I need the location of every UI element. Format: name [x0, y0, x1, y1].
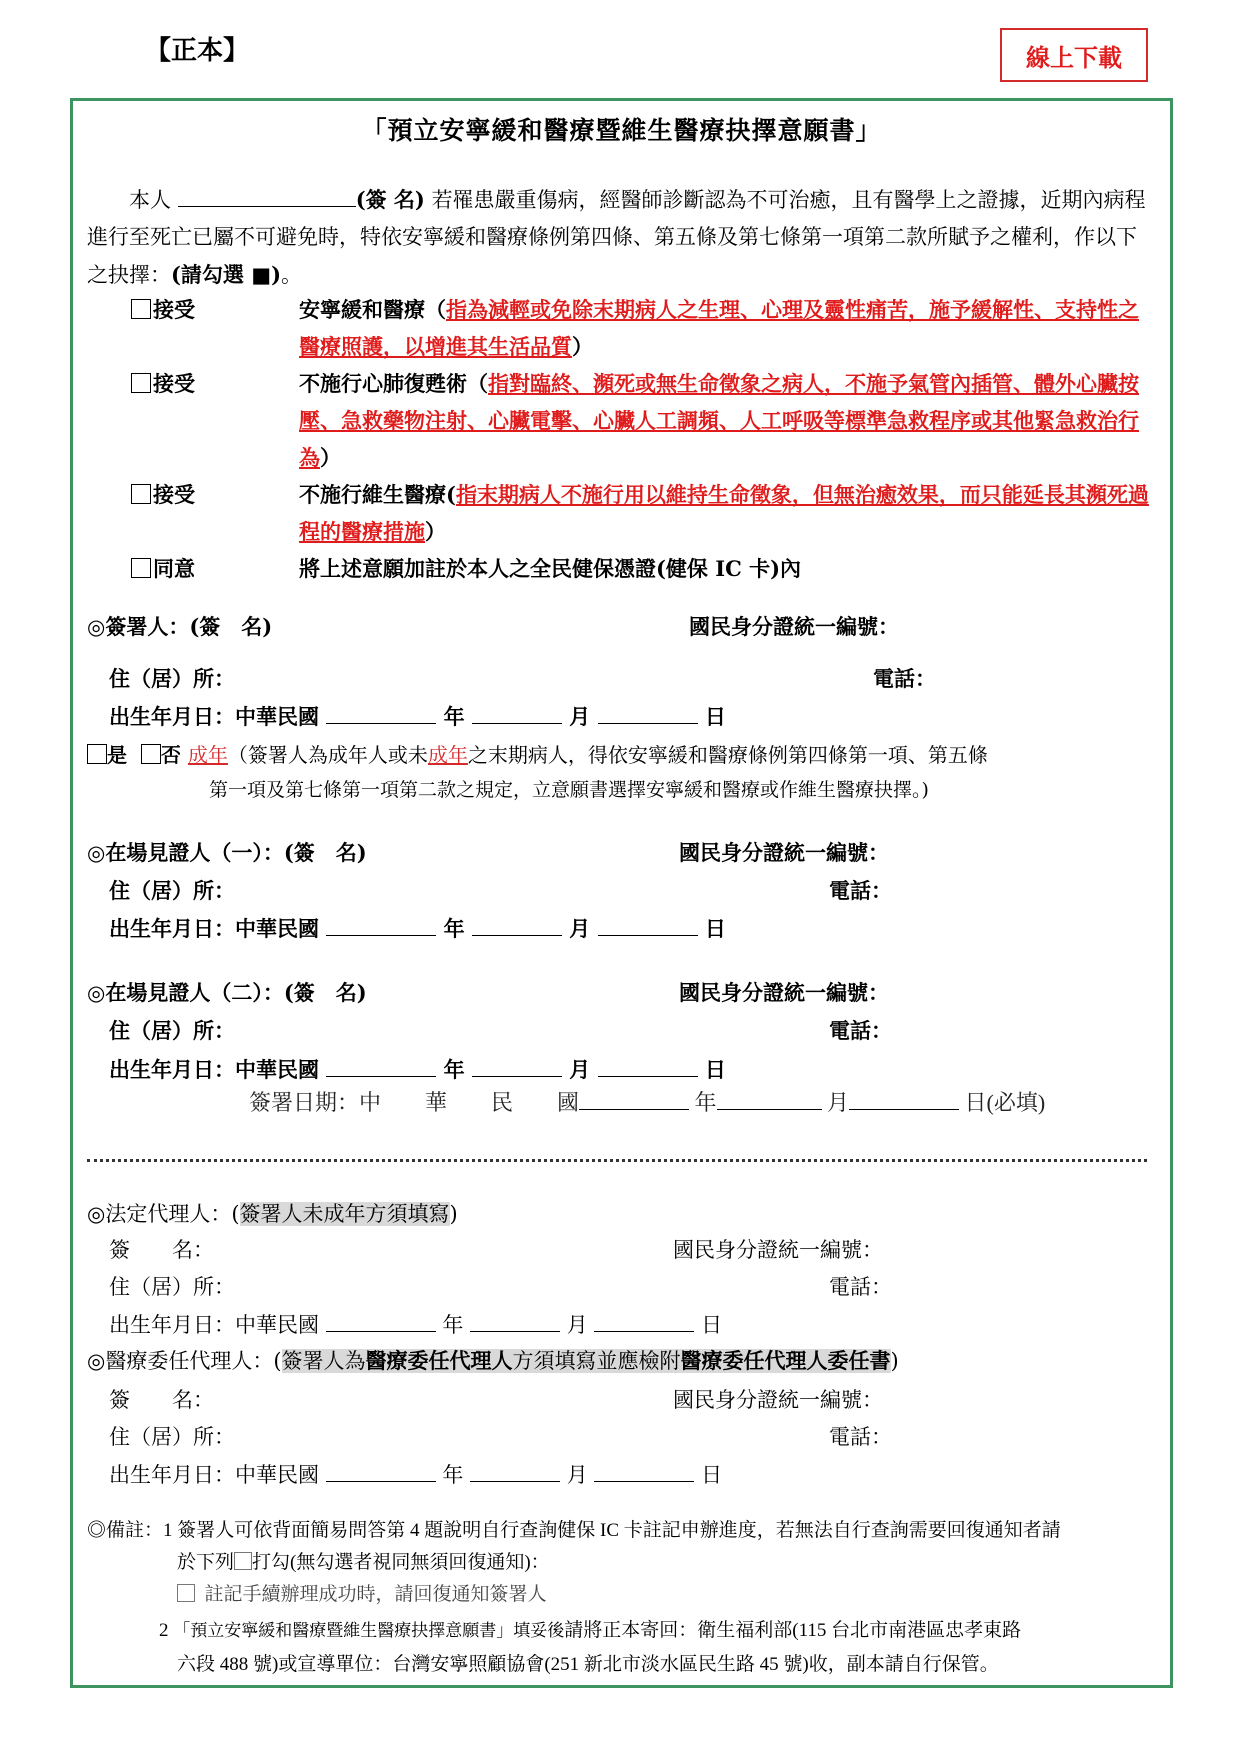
option-ic-card [131, 550, 1151, 587]
birth-day-field[interactable] [594, 1313, 694, 1332]
sign-date-label: 簽署日期：中 華 民 國 [249, 1090, 580, 1115]
month-label: 月 [566, 1313, 588, 1337]
medical-agent-label: ◎醫療委任代理人：( [87, 1349, 282, 1373]
signer-title: ◎簽署人：(簽 名) [87, 614, 273, 639]
legal-agent-sign-label: 簽 名： [109, 1238, 214, 1262]
note-1 [87, 1515, 1061, 1542]
day-label: 日 [701, 1463, 723, 1487]
witness1-phone-label: 電話： [829, 878, 892, 903]
birth-month-field[interactable] [470, 1313, 560, 1332]
birth-year-field[interactable] [326, 1463, 436, 1482]
birth-year-field[interactable] [326, 917, 436, 936]
intro-prefix: 本人 [129, 188, 171, 212]
birth-label: 出生年月日：中華民國 [109, 1313, 319, 1337]
option-label: 接受 [153, 482, 195, 507]
adult-term: 成年 [427, 743, 468, 767]
medical-agent-id-label: 國民身分證統一編號： [673, 1388, 883, 1412]
note-text: 於下列 [177, 1552, 235, 1573]
option-dnr [131, 365, 1151, 476]
signer-address-label: 住（居）所： [109, 666, 235, 691]
medical-agent-title [87, 1345, 899, 1375]
medical-agent-note: 簽署人為 [281, 1349, 366, 1373]
note-text: 請將正本寄回：衛生福利部(115 台北市南港區忠孝東路 [564, 1620, 1022, 1641]
witness2-id-label: 國民身分證統一編號： [679, 980, 889, 1005]
birth-label: 出生年月日：中華民國 [109, 1463, 319, 1487]
birth-day-field[interactable] [598, 705, 698, 724]
checkbox-icon [234, 1552, 252, 1570]
note-2-cont: 六段 488 號)或宣導單位：台灣安寧照顧協會(251 新北市淡水區民生路 45 號)收，副本請自行保管。 [177, 1654, 999, 1675]
option-description: 指末期病人不施行用以維持生命徵象，但無治癒效果，而只能延長其瀕死過程的醫療措施 [299, 482, 1149, 544]
month-label: 月 [569, 1057, 591, 1082]
intro-end: 。 [281, 263, 303, 287]
day-label: 日(必填) [964, 1090, 1046, 1115]
birth-month-field[interactable] [472, 917, 562, 936]
adult-no-checkbox[interactable] [141, 744, 161, 764]
signature-field[interactable] [178, 188, 356, 207]
option-checkbox[interactable] [131, 558, 151, 578]
medical-agent-sign-label: 簽 名： [109, 1388, 214, 1412]
adult-term: 成年 [187, 743, 228, 767]
medical-agent-note: 方須填寫並應檢附 [512, 1349, 681, 1373]
month-label: 月 [827, 1090, 850, 1115]
medical-agent-note: 醫療委任代理人 [365, 1348, 513, 1373]
birth-label: 出生年月日：中華民國 [109, 916, 319, 941]
paren-close: ) [449, 1202, 458, 1226]
option-label: 接受 [153, 297, 195, 322]
note-number: 2 [159, 1620, 169, 1641]
adult-yes-checkbox[interactable] [87, 744, 107, 764]
paren-open: （ [425, 297, 446, 322]
intro-text: 若罹患嚴重傷病，經醫師診斷認為不可治癒，且有醫學上之證據，近期內病程進行至死亡已屬不可避免時，特依安寧緩和醫療條例第四條、第五條及第七條第一項第二款所賦予之權利，作以下之抉擇： [87, 188, 1146, 287]
cut-line-divider [87, 1159, 1147, 1162]
witness1-address-label: 住（居）所： [109, 878, 235, 903]
note-form-title: 「預立安寧緩和醫療暨維生醫療抉擇意願書」填妥後 [173, 1621, 565, 1641]
notify-option-label: 註記手續辦理成功時，請回復通知簽署人 [204, 1584, 547, 1605]
option-no-life-sustaining [131, 476, 1151, 550]
year-label: 年 [694, 1090, 717, 1115]
sign-label: (簽 名) [355, 187, 425, 212]
option-item: 將上述意願加註於本人之全民健保憑證(健保 IC 卡)內 [299, 556, 802, 581]
form-title: 「預立安寧緩和醫療暨維生醫療抉擇意願書」 [361, 116, 882, 145]
option-item: 不施行心肺復甦術 [299, 371, 467, 396]
option-description: 指為減輕或免除末期病人之生理、心理及靈性痛苦，施予緩解性、支持性之醫療照護，以增進其生活品質 [299, 297, 1139, 359]
birth-year-field[interactable] [326, 705, 436, 724]
year-label: 年 [442, 1463, 464, 1487]
year-label: 年 [443, 1057, 465, 1082]
day-label: 日 [704, 916, 726, 941]
birth-day-field[interactable] [594, 1463, 694, 1482]
paren-close: ) [890, 1349, 899, 1373]
adult-text: （簽署人為成年人或未 [227, 743, 428, 767]
legal-agent-note: 簽署人未成年方須填寫 [239, 1202, 450, 1226]
witness2-title: ◎在場見證人（二）：(簽 名) [87, 980, 367, 1005]
month-label: 月 [566, 1463, 588, 1487]
day-label: 日 [701, 1313, 723, 1337]
adult-text-cont: 第一項及第七條第一項第二款之規定，立意願書選擇安寧緩和醫療或作維生醫療抉擇。) [209, 779, 929, 801]
witness2-address-label: 住（居）所： [109, 1018, 235, 1043]
legal-agent-id-label: 國民身分證統一編號： [673, 1238, 883, 1262]
form-frame [70, 98, 1173, 1688]
month-label: 月 [569, 916, 591, 941]
year-label: 年 [442, 1313, 464, 1337]
witness1-id-label: 國民身分證統一編號： [679, 840, 889, 865]
option-label: 接受 [153, 371, 195, 396]
legal-agent-phone-label: 電話： [829, 1275, 892, 1299]
notes-prefix: ◎備註： [87, 1520, 164, 1541]
legal-agent-label: ◎法定代理人：( [87, 1202, 240, 1226]
option-checkbox[interactable] [131, 484, 151, 504]
paren-close: ） [320, 445, 341, 470]
original-copy-label: 【正本】 [145, 36, 250, 66]
paren-close: ） [572, 334, 593, 359]
legal-agent-title [87, 1198, 458, 1228]
option-item: 不施行維生醫療 [299, 482, 446, 507]
medical-agent-address-label: 住（居）所： [109, 1425, 235, 1449]
option-description: 指對臨終、瀕死或無生命徵象之病人，不施予氣管內插管、體外心臟按壓、急救藥物注射、心臟電擊、心臟人工調頻、人工呼吸等標準急救程序或其他緊急救治行為 [299, 371, 1139, 470]
yes-label: 是 [107, 743, 127, 767]
signer-phone-label: 電話： [873, 666, 936, 691]
option-checkbox[interactable] [131, 373, 151, 393]
day-label: 日 [704, 1057, 726, 1082]
paren-open: （ [467, 371, 488, 396]
birth-year-field[interactable] [326, 1313, 436, 1332]
note-text: 1 簽署人可依背面簡易問答第 4 題說明自行查詢健保 IC 卡註記申辦進度，若無法自行查詢需要回復通知者請 [163, 1520, 1061, 1541]
option-item: 安寧緩和醫療 [299, 297, 425, 322]
day-label: 日 [704, 704, 726, 729]
instruction: (請勾選 ■) [171, 262, 282, 287]
year-label: 年 [443, 704, 465, 729]
signer-id-label: 國民身分證統一編號： [689, 614, 899, 639]
birth-year-field[interactable] [326, 1058, 436, 1077]
signer-birth-row [109, 701, 726, 731]
note-text: 打勾(無勾選者視同無須回復通知)： [252, 1552, 550, 1573]
online-download-button[interactable]: 線上下載 [1000, 28, 1148, 82]
adult-row [87, 739, 988, 768]
intro-paragraph [87, 181, 1152, 294]
medical-agent-phone-label: 電話： [829, 1425, 892, 1449]
year-label: 年 [443, 916, 465, 941]
birth-month-field[interactable] [472, 1058, 562, 1077]
birth-month-field[interactable] [472, 705, 562, 724]
birth-month-field[interactable] [470, 1463, 560, 1482]
birth-day-field[interactable] [598, 1058, 698, 1077]
adult-text: 之末期病人，得依安寧緩和醫療條例第四條第一項、第五條 [467, 743, 988, 767]
notify-option [177, 1579, 547, 1606]
witness2-birth-row [109, 1054, 726, 1084]
witness2-phone-label: 電話： [829, 1018, 892, 1043]
notify-checkbox[interactable] [177, 1584, 195, 1602]
birth-label: 出生年月日：中華民國 [109, 1057, 319, 1082]
sign-year-field[interactable] [579, 1091, 689, 1110]
witness1-title: ◎在場見證人（一）：(簽 名) [87, 840, 367, 865]
option-checkbox[interactable] [131, 299, 151, 319]
month-label: 月 [569, 704, 591, 729]
sign-day-field[interactable] [849, 1091, 959, 1110]
legal-agent-birth-row [109, 1309, 722, 1339]
birth-label: 出生年月日：中華民國 [109, 704, 319, 729]
paren-close: ） [425, 519, 446, 544]
note-1-cont [177, 1547, 550, 1574]
medical-agent-birth-row [109, 1459, 722, 1489]
medical-agent-note: 醫療委任代理人委任書 [680, 1348, 891, 1373]
option-hospice-care [131, 291, 1151, 365]
note-2 [159, 1615, 1021, 1642]
birth-day-field[interactable] [598, 917, 698, 936]
paren-open: ( [446, 482, 456, 507]
option-label: 同意 [153, 556, 195, 581]
legal-agent-address-label: 住（居）所： [109, 1275, 235, 1299]
no-label: 否 [160, 743, 181, 767]
sign-month-field[interactable] [717, 1091, 822, 1110]
witness1-birth-row [109, 913, 726, 943]
sign-date-row [249, 1086, 1045, 1117]
